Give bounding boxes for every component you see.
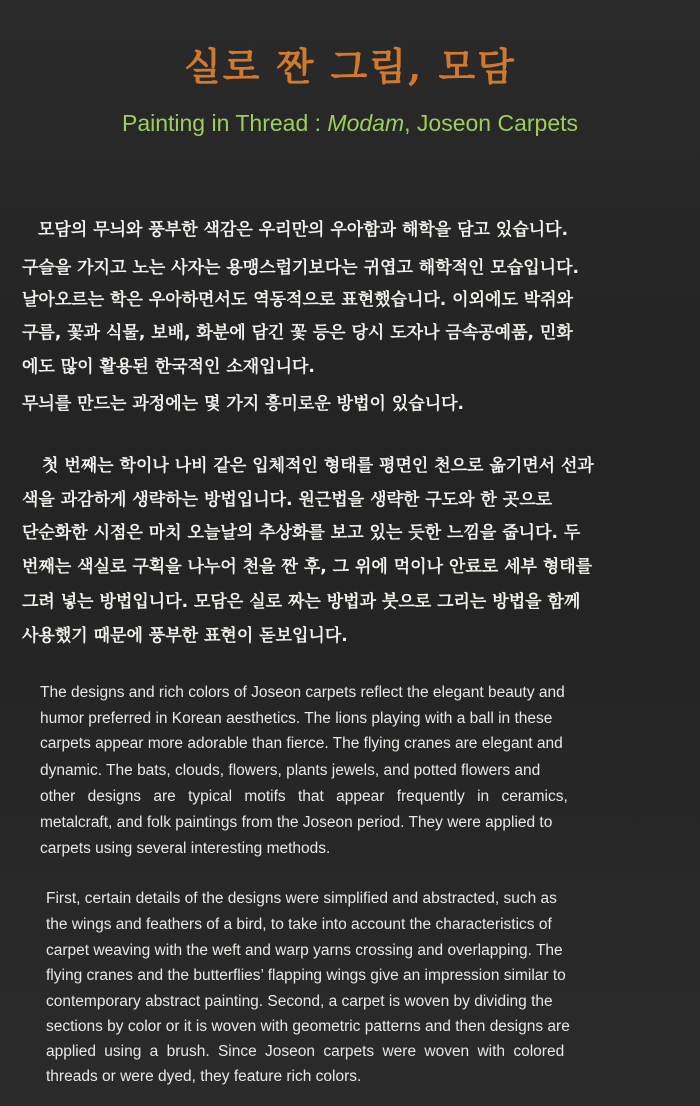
korean-paragraph-2-line: 번째는 색실로 구획을 나누어 천을 짠 후, 그 위에 먹이나 안료로 세부 형태를 (22, 557, 593, 577)
english-paragraph-2-line: contemporary abstract painting. Second, a carpet is woven by dividing the (46, 993, 553, 1010)
korean-paragraph-2-line: 사용했기 때문에 풍부한 표현이 돋보입니다. (22, 626, 348, 646)
korean-title: 실로 짠 그림, 모담 (184, 44, 516, 89)
korean-paragraph-2-line: 색을 과감하게 생략하는 방법입니다. 원근법을 생략한 구도와 한 곳으로 (22, 490, 553, 510)
english-paragraph-2-line: First, certain details of the designs were simplified and abstracted, such as (46, 890, 557, 907)
english-paragraph-1-line: metalcraft, and folk paintings from the Joseon period. They were applied to (40, 814, 553, 831)
korean-paragraph-1-line: 무늬를 만드는 과정에는 몇 가지 흥미로운 방법이 있습니다. (22, 394, 465, 414)
korean-paragraph-2-line: 단순화한 시점은 마치 오늘날의 추상화를 보고 있는 듯한 느낌을 줍니다. 두 (22, 523, 581, 543)
korean-paragraph-1-line: 구름, 꽃과 식물, 보배, 화분에 담긴 꽃 등은 당시 도자나 금속공예품, 민화 (22, 323, 573, 343)
english-paragraph-2-line: sections by color or it is woven with geometric patterns and then designs are (46, 1018, 570, 1035)
korean-paragraph-1-line: 모담의 무늬와 풍부한 색감은 우리만의 우아함과 해학을 담고 있습니다. (38, 220, 569, 240)
english-paragraph-1-line: The designs and rich colors of Joseon carpets reflect the elegant beauty and (40, 684, 565, 701)
english-paragraph-2-line: threads or were dyed, they feature rich colors. (46, 1068, 362, 1085)
english-paragraph-1-line: humor preferred in Korean aesthetics. The lions playing with a ball in these (40, 710, 553, 727)
english-paragraph-2-line: flying cranes and the butterflies’ flapping wings give an impression similar to (46, 967, 566, 984)
english-title (0, 108, 700, 138)
korean-paragraph-1-line: 구슬을 가지고 노는 사자는 용맹스럽기보다는 귀엽고 해학적인 모습입니다. (22, 258, 579, 278)
korean-paragraph-1-line: 에도 많이 활용된 한국적인 소재입니다. (22, 357, 315, 377)
korean-paragraph-1-line: 날아오르는 학은 우아하면서도 역동적으로 표현했습니다. 이외에도 박쥐와 (22, 290, 574, 310)
korean-paragraph-2-line: 첫 번째는 학이나 나비 같은 입체적인 형태를 평면인 천으로 옮기면서 선과 (42, 456, 594, 476)
english-title-italic: Modam (327, 110, 405, 136)
english-paragraph-1-line: other designs are typical motifs that appear frequently in ceramics, (40, 788, 568, 805)
korean-paragraph-2-line: 그려 넣는 방법입니다. 모담은 실로 짜는 방법과 붓으로 그리는 방법을 함께 (22, 592, 581, 612)
english-title-suffix: , Joseon Carpets (404, 110, 578, 136)
english-paragraph-1-line: carpets using several interesting methods. (40, 840, 331, 857)
english-paragraph-2-line: the wings and feathers of a bird, to take into account the characteristics of (46, 916, 552, 933)
english-paragraph-2-line: carpet weaving with the weft and warp yarns crossing and overlapping. The (46, 942, 563, 959)
english-paragraph-1-line: carpets appear more adorable than fierce. The flying cranes are elegant and (40, 735, 563, 752)
english-paragraph-1-line: dynamic. The bats, clouds, flowers, plants jewels, and potted flowers and (40, 762, 541, 779)
english-paragraph-2-line: applied using a brush. Since Joseon carpets were woven with colored (46, 1043, 565, 1060)
english-title-prefix: Painting in Thread : (121, 110, 328, 136)
